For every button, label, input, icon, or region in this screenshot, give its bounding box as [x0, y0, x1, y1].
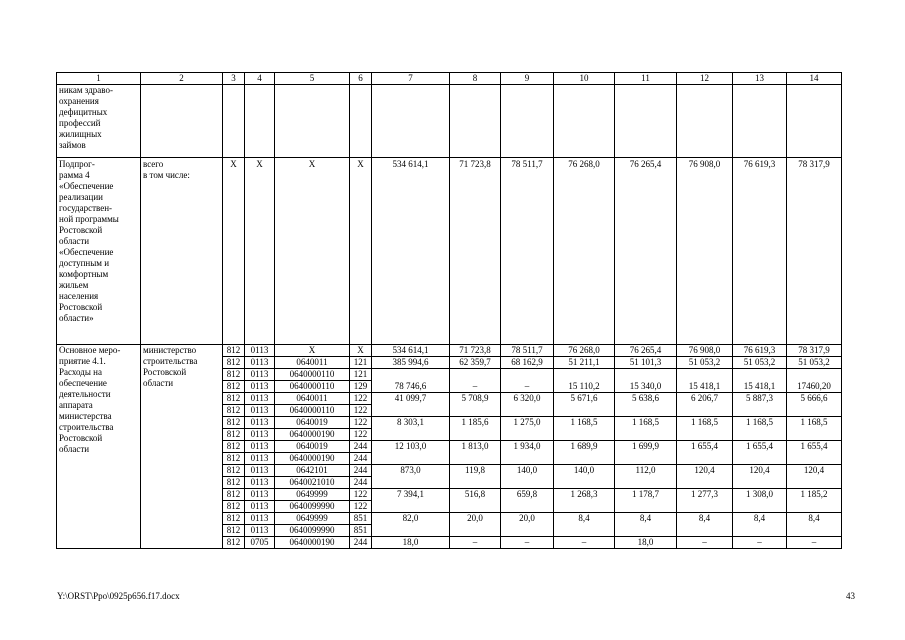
- amount-cell: 120,4: [733, 465, 787, 477]
- vr-cell: 129: [350, 381, 372, 393]
- amount-cell: 1 934,0: [501, 441, 554, 453]
- amount-cell: 5 671,6: [554, 393, 615, 405]
- amount-cell: 120,4: [787, 465, 842, 477]
- amount-cell: 12 103,0: [372, 441, 450, 453]
- amount-cell: [450, 501, 501, 513]
- amount-cell: [554, 369, 615, 381]
- amount-cell: 51 053,2: [787, 357, 842, 369]
- amount-cell: [450, 429, 501, 441]
- amount-cell: 76 908,0: [677, 158, 733, 345]
- amount-cell: [677, 405, 733, 417]
- amount-cell: –: [450, 537, 501, 549]
- grbs-cell: 812: [223, 429, 245, 441]
- amount-cell: 82,0: [372, 513, 450, 525]
- amount-cell: [554, 453, 615, 465]
- grbs-cell: 812: [223, 357, 245, 369]
- amount-cell: 78 511,7: [501, 345, 554, 357]
- amount-cell: [733, 369, 787, 381]
- amount-cell: 1 268,3: [554, 489, 615, 501]
- column-number: 10: [554, 73, 615, 85]
- amount-cell: [677, 369, 733, 381]
- main-activity-rows: [57, 345, 842, 549]
- amount-cell: 534 614,1: [372, 158, 450, 345]
- amount-cell: 8,4: [787, 513, 842, 525]
- csr-cell: 0640000110: [275, 369, 350, 381]
- amount-cell: [372, 477, 450, 489]
- amount-cell: 15 110,2: [554, 381, 615, 393]
- amount-cell: 68 162,9: [501, 357, 554, 369]
- amount-cell: 41 099,7: [372, 393, 450, 405]
- amount-cell: 140,0: [501, 465, 554, 477]
- amount-cell: 659,8: [501, 489, 554, 501]
- amount-cell: 7 394,1: [372, 489, 450, 501]
- budget-table: [56, 72, 842, 549]
- csr-cell: 0640000110: [275, 405, 350, 417]
- amount-cell: [372, 525, 450, 537]
- amount-cell: 51 211,1: [554, 357, 615, 369]
- grbs-cell: 812: [223, 525, 245, 537]
- rzpr-cell: 0113: [245, 381, 275, 393]
- column-number: 12: [677, 73, 733, 85]
- rzpr-cell: 0113: [245, 405, 275, 417]
- column-number: 6: [350, 73, 372, 85]
- amount-cell: [501, 453, 554, 465]
- grbs-cell: 812: [223, 393, 245, 405]
- rzpr-cell: X: [245, 158, 275, 345]
- amount-cell: [372, 405, 450, 417]
- grbs-cell: 812: [223, 381, 245, 393]
- amount-cell: [615, 453, 677, 465]
- amount-cell: 1 178,7: [615, 489, 677, 501]
- activity-responsible: министерство строительства Ростовской области: [143, 345, 198, 388]
- amount-cell: [615, 525, 677, 537]
- amount-cell: [554, 405, 615, 417]
- rzpr-cell: 0113: [245, 393, 275, 405]
- subprogram-name-cell: [57, 158, 141, 345]
- amount-cell: 873,0: [372, 465, 450, 477]
- amount-cell: [733, 501, 787, 513]
- amount-cell: 18,0: [615, 537, 677, 549]
- activity-responsible-cell: [141, 345, 223, 549]
- grbs-cell: 812: [223, 453, 245, 465]
- amount-cell: –: [554, 537, 615, 549]
- grbs-cell: 812: [223, 405, 245, 417]
- amount-cell: 1 655,4: [677, 441, 733, 453]
- amount-cell: 1 655,4: [787, 441, 842, 453]
- grbs-cell: 812: [223, 441, 245, 453]
- vr-cell: 244: [350, 477, 372, 489]
- amount-cell: 140,0: [554, 465, 615, 477]
- responsible-cell: [141, 158, 223, 345]
- amount-cell: –: [501, 381, 554, 393]
- amount-cell: 385 994,6: [372, 357, 450, 369]
- vr-cell: 244: [350, 537, 372, 549]
- amount-cell: [554, 501, 615, 513]
- amount-cell: 1 277,3: [677, 489, 733, 501]
- vr-cell: 244: [350, 453, 372, 465]
- vr-cell: 122: [350, 489, 372, 501]
- amount-cell: 5 666,6: [787, 393, 842, 405]
- rzpr-cell: 0113: [245, 513, 275, 525]
- amount-cell: [615, 405, 677, 417]
- amount-cell: 71 723,8: [450, 345, 501, 357]
- csr-cell: 0640011: [275, 357, 350, 369]
- vr-cell: X: [350, 158, 372, 345]
- amount-cell: 534 614,1: [372, 345, 450, 357]
- rzpr-cell: 0113: [245, 441, 275, 453]
- rzpr-cell: 0705: [245, 537, 275, 549]
- amount-cell: [501, 525, 554, 537]
- column-number: 1: [57, 73, 141, 85]
- vr-cell: 121: [350, 369, 372, 381]
- amount-cell: [450, 453, 501, 465]
- amount-cell: 1 168,5: [554, 417, 615, 429]
- vr-cell: 122: [350, 501, 372, 513]
- amount-cell: [501, 501, 554, 513]
- amount-cell: [615, 429, 677, 441]
- amount-cell: [677, 477, 733, 489]
- csr-cell: 0640011: [275, 393, 350, 405]
- amount-cell: [372, 501, 450, 513]
- amount-cell: 76 268,0: [554, 345, 615, 357]
- amount-cell: [677, 429, 733, 441]
- amount-cell: [450, 477, 501, 489]
- amount-cell: [733, 405, 787, 417]
- amount-cell: 1 813,0: [450, 441, 501, 453]
- grbs-cell: X: [223, 158, 245, 345]
- vr-cell: 122: [350, 405, 372, 417]
- amount-cell: 119,8: [450, 465, 501, 477]
- activity-name-cell: [57, 345, 141, 549]
- rzpr-cell: 0113: [245, 453, 275, 465]
- grbs-cell: 812: [223, 417, 245, 429]
- rzpr-cell: 0113: [245, 465, 275, 477]
- grbs-cell: 812: [223, 477, 245, 489]
- vr-cell: 244: [350, 441, 372, 453]
- amount-cell: 1 168,5: [615, 417, 677, 429]
- amount-cell: [733, 477, 787, 489]
- amount-cell: –: [677, 537, 733, 549]
- table-row: [57, 345, 842, 357]
- grbs-cell: 812: [223, 489, 245, 501]
- amount-cell: 76 265,4: [615, 345, 677, 357]
- column-number: 13: [733, 73, 787, 85]
- amount-cell: 1 185,2: [787, 489, 842, 501]
- amount-cell: –: [787, 537, 842, 549]
- amount-cell: 1 185,6: [450, 417, 501, 429]
- column-number: 11: [615, 73, 677, 85]
- amount-cell: 15 418,1: [677, 381, 733, 393]
- csr-cell: 0640019: [275, 441, 350, 453]
- amount-cell: 62 359,7: [450, 357, 501, 369]
- rzpr-cell: 0113: [245, 429, 275, 441]
- column-number-row: [57, 73, 842, 85]
- continuation-row: [57, 85, 842, 158]
- amount-cell: [554, 477, 615, 489]
- amount-cell: –: [450, 381, 501, 393]
- csr-cell: 0640099990: [275, 501, 350, 513]
- rzpr-cell: 0113: [245, 525, 275, 537]
- column-number: 8: [450, 73, 501, 85]
- amount-cell: 1 699,9: [615, 441, 677, 453]
- amount-cell: 76 265,4: [615, 158, 677, 345]
- amount-cell: 15 340,0: [615, 381, 677, 393]
- amount-cell: 6 206,7: [677, 393, 733, 405]
- grbs-cell: 812: [223, 369, 245, 381]
- vr-cell: 122: [350, 417, 372, 429]
- amount-cell: [372, 429, 450, 441]
- rzpr-cell: 0113: [245, 345, 275, 357]
- rzpr-cell: 0113: [245, 477, 275, 489]
- amount-cell: 8,4: [733, 513, 787, 525]
- grbs-cell: 812: [223, 465, 245, 477]
- program-name: никам здраво- охранения дефицитных профессий жилищных займов: [59, 85, 113, 150]
- amount-cell: 51 101,3: [615, 357, 677, 369]
- column-number: 2: [141, 73, 223, 85]
- responsible-label: всего в том числе:: [143, 159, 190, 180]
- rzpr-cell: 0113: [245, 501, 275, 513]
- amount-cell: [677, 453, 733, 465]
- grbs-cell: 812: [223, 537, 245, 549]
- csr-cell: 0640000190: [275, 429, 350, 441]
- amount-cell: [787, 405, 842, 417]
- amount-cell: 1 308,0: [733, 489, 787, 501]
- amount-cell: 78 746,6: [372, 381, 450, 393]
- vr-cell: 121: [350, 357, 372, 369]
- amount-cell: [787, 453, 842, 465]
- amount-cell: 1 168,5: [733, 417, 787, 429]
- amount-cell: [733, 453, 787, 465]
- amount-cell: 112,0: [615, 465, 677, 477]
- amount-cell: 20,0: [501, 513, 554, 525]
- column-number: 4: [245, 73, 275, 85]
- file-path: Y:\ORST\Ppo\0925p656.f17.docx: [57, 591, 180, 601]
- column-number: 3: [223, 73, 245, 85]
- amount-cell: 6 320,0: [501, 393, 554, 405]
- amount-cell: [450, 369, 501, 381]
- csr-cell: 0640000110: [275, 381, 350, 393]
- amount-cell: [677, 525, 733, 537]
- amount-cell: 8,4: [677, 513, 733, 525]
- amount-cell: 76 908,0: [677, 345, 733, 357]
- csr-cell: X: [275, 158, 350, 345]
- column-number: 7: [372, 73, 450, 85]
- subprogram-row: [57, 158, 842, 345]
- amount-cell: [787, 369, 842, 381]
- vr-cell: 851: [350, 525, 372, 537]
- vr-cell: 851: [350, 513, 372, 525]
- amount-cell: [450, 405, 501, 417]
- amount-cell: 78 317,9: [787, 158, 842, 345]
- activity-name: Основное меро- приятие 4.1. Расходы на обеспечение деятельности аппарата министерства строительства Ростовской области: [59, 345, 121, 454]
- amount-cell: [787, 501, 842, 513]
- amount-cell: 51 053,2: [733, 357, 787, 369]
- amount-cell: 76 268,0: [554, 158, 615, 345]
- grbs-cell: 812: [223, 501, 245, 513]
- amount-cell: [554, 525, 615, 537]
- amount-cell: 516,8: [450, 489, 501, 501]
- amount-cell: [501, 477, 554, 489]
- csr-cell: 0649999: [275, 513, 350, 525]
- amount-cell: [615, 477, 677, 489]
- vr-cell: 122: [350, 429, 372, 441]
- amount-cell: 76 619,3: [733, 345, 787, 357]
- amount-cell: –: [733, 537, 787, 549]
- page-number: 43: [846, 591, 855, 601]
- csr-cell: 0640019: [275, 417, 350, 429]
- csr-cell: 0640000190: [275, 537, 350, 549]
- amount-cell: 1 275,0: [501, 417, 554, 429]
- amount-cell: 15 418,1: [733, 381, 787, 393]
- csr-cell: 0640099990: [275, 525, 350, 537]
- rzpr-cell: 0113: [245, 369, 275, 381]
- csr-cell: 0640000190: [275, 453, 350, 465]
- amount-cell: [733, 429, 787, 441]
- amount-cell: 8,4: [554, 513, 615, 525]
- amount-cell: 1 168,5: [787, 417, 842, 429]
- grbs-cell: 812: [223, 345, 245, 357]
- amount-cell: 78 511,7: [501, 158, 554, 345]
- amount-cell: [501, 405, 554, 417]
- amount-cell: 1 168,5: [677, 417, 733, 429]
- amount-cell: 5 708,9: [450, 393, 501, 405]
- amount-cell: [787, 525, 842, 537]
- csr-cell: 0640021010: [275, 477, 350, 489]
- amount-cell: [787, 429, 842, 441]
- amount-cell: [733, 525, 787, 537]
- amount-cell: 8,4: [615, 513, 677, 525]
- vr-cell: 244: [350, 465, 372, 477]
- csr-cell: 0642101: [275, 465, 350, 477]
- amount-cell: [677, 501, 733, 513]
- amount-cell: [615, 501, 677, 513]
- subprogram-name: Подпрог- рамма 4 «Обеспечение реализации государствен- ной программы Ростовской области «Обеспечение доступным и комфортным жильем населения Ростовской области»: [59, 159, 119, 323]
- rzpr-cell: 0113: [245, 489, 275, 501]
- amount-cell: 78 317,9: [787, 345, 842, 357]
- amount-cell: 71 723,8: [450, 158, 501, 345]
- amount-cell: [615, 369, 677, 381]
- amount-cell: [554, 429, 615, 441]
- amount-cell: 20,0: [450, 513, 501, 525]
- amount-cell: 120,4: [677, 465, 733, 477]
- amount-cell: 8 303,1: [372, 417, 450, 429]
- amount-cell: [787, 477, 842, 489]
- column-number: 14: [787, 73, 842, 85]
- amount-cell: 17460,20: [787, 381, 842, 393]
- amount-cell: 1 655,4: [733, 441, 787, 453]
- amount-cell: 5 638,6: [615, 393, 677, 405]
- amount-cell: [372, 453, 450, 465]
- csr-cell: X: [275, 345, 350, 357]
- amount-cell: 51 053,2: [677, 357, 733, 369]
- rzpr-cell: 0113: [245, 357, 275, 369]
- amount-cell: 1 689,9: [554, 441, 615, 453]
- amount-cell: –: [501, 537, 554, 549]
- amount-cell: [450, 525, 501, 537]
- amount-cell: 18,0: [372, 537, 450, 549]
- column-number: 9: [501, 73, 554, 85]
- column-number: 5: [275, 73, 350, 85]
- amount-cell: [372, 369, 450, 381]
- grbs-cell: 812: [223, 513, 245, 525]
- program-name-cell: [57, 85, 141, 158]
- amount-cell: [501, 429, 554, 441]
- amount-cell: 76 619,3: [733, 158, 787, 345]
- vr-cell: 122: [350, 393, 372, 405]
- rzpr-cell: 0113: [245, 417, 275, 429]
- csr-cell: 0649999: [275, 489, 350, 501]
- amount-cell: [501, 369, 554, 381]
- vr-cell: X: [350, 345, 372, 357]
- amount-cell: 5 887,3: [733, 393, 787, 405]
